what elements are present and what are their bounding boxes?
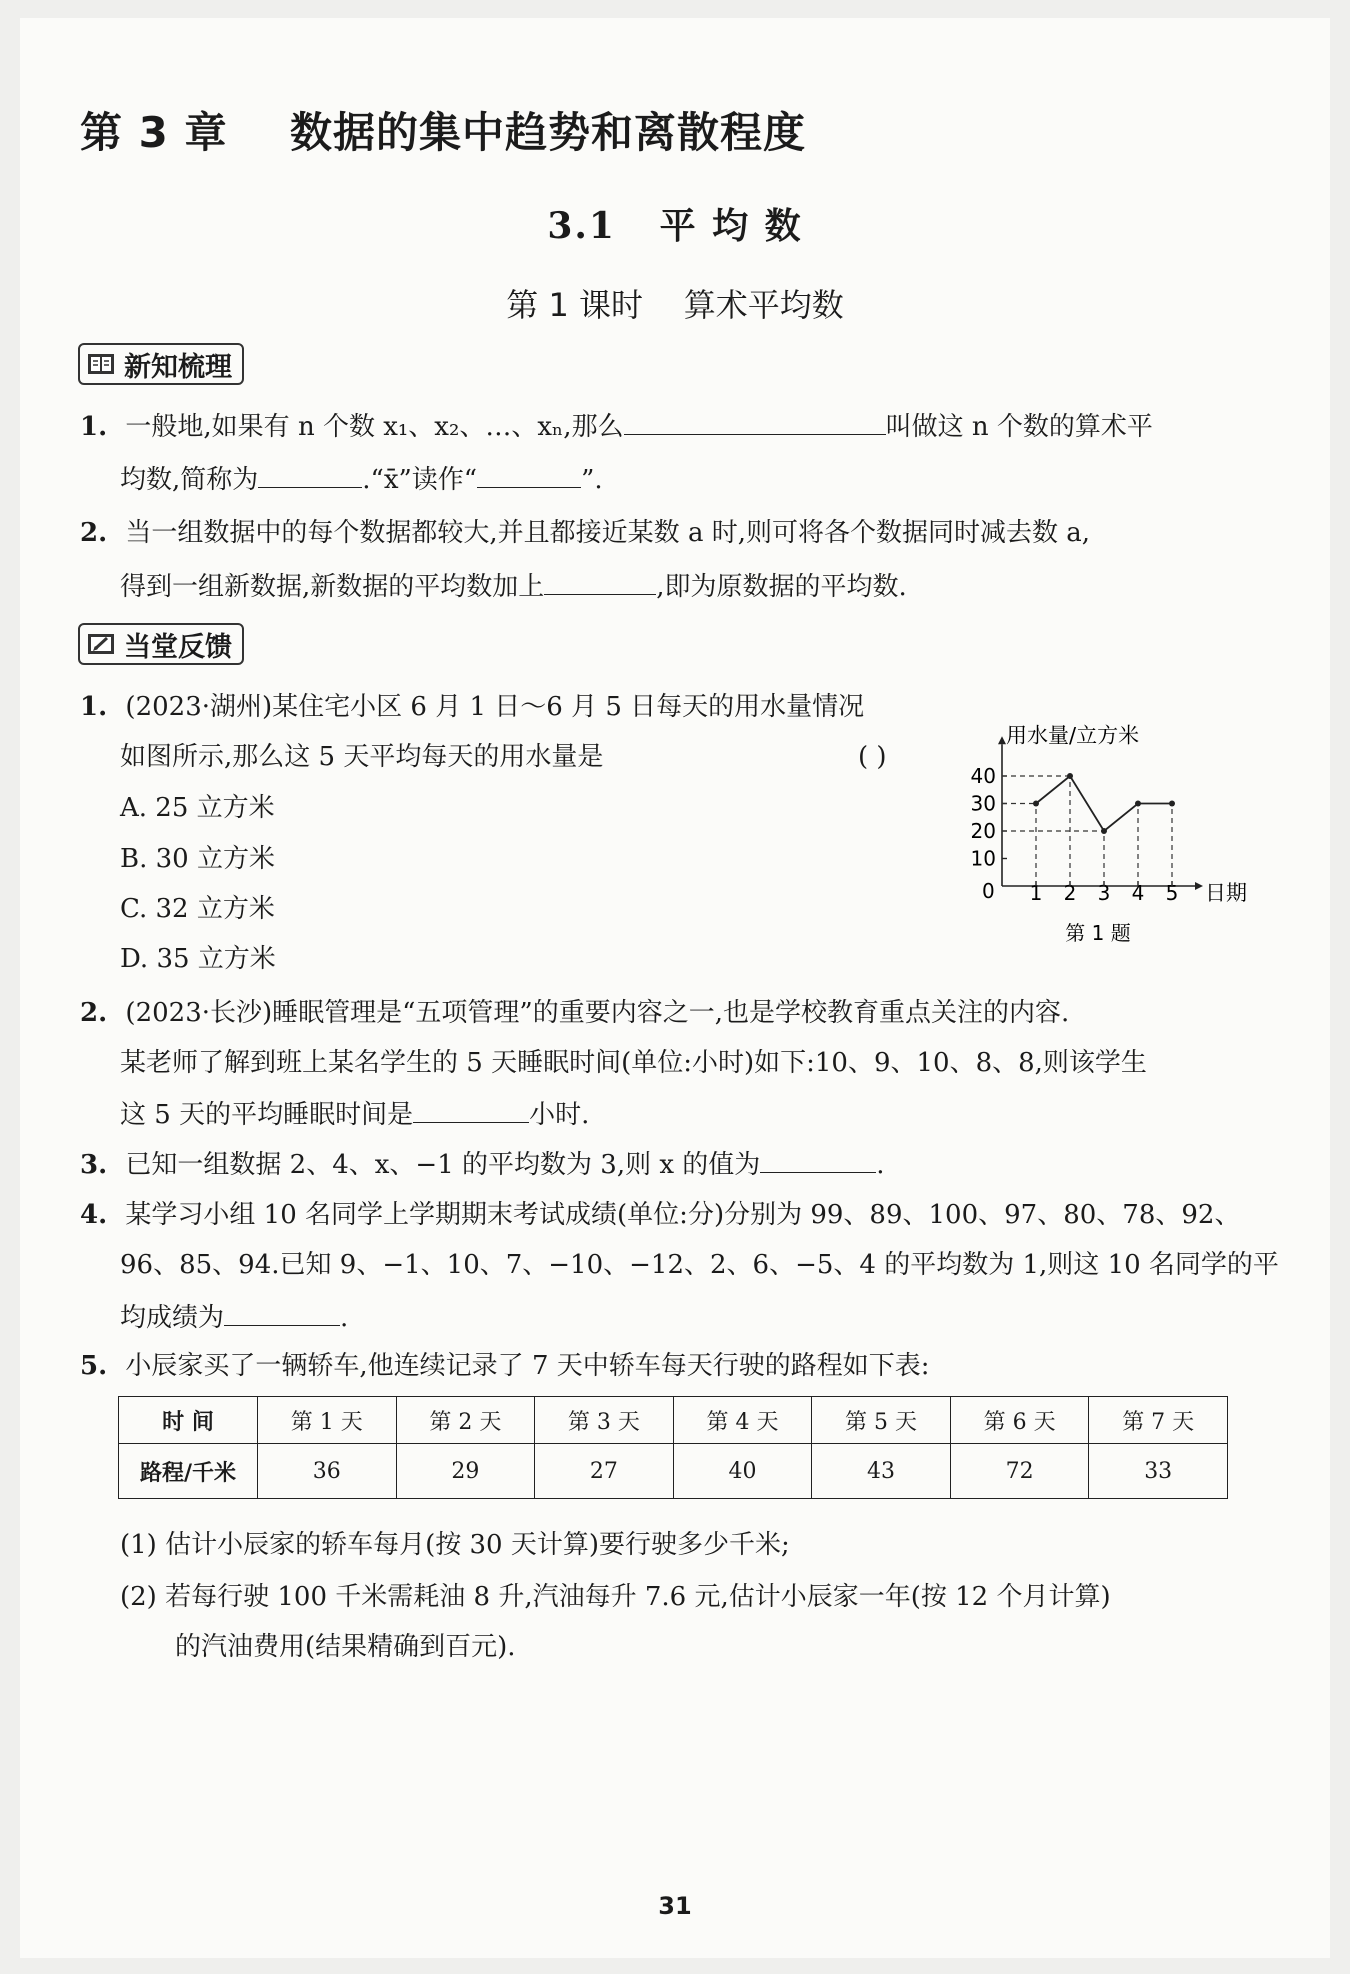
s2-q5-sub2-line1: (2) 若每行驶 100 千米需耗油 8 升,汽油每升 7.6 元,估计小辰家一年(按 12 个月计算) <box>120 1582 1111 1612</box>
s1-q1-line1 <box>80 408 1153 444</box>
x-axis-arrow <box>1195 882 1203 890</box>
y-tick-label: 40 <box>970 764 996 788</box>
s2-q5-sub1: (1) 估计小辰家的轿车每月(按 30 天计算)要行驶多少千米; <box>120 1530 790 1560</box>
question-text: ”. <box>581 465 603 495</box>
data-point <box>1169 801 1175 807</box>
s1-q2-line1 <box>80 516 1090 550</box>
table-cell-distance: 72 <box>950 1444 1089 1499</box>
pencil-notebook-icon <box>86 631 116 657</box>
s1-q1-line2 <box>120 461 603 497</box>
x-tick-label: 3 <box>1097 881 1111 905</box>
answer-paren[interactable]: ( ) <box>858 742 887 772</box>
workbook-page <box>20 18 1330 1958</box>
data-point <box>1135 801 1141 807</box>
y-tick-label: 10 <box>970 846 996 871</box>
s2-q3 <box>80 1146 885 1182</box>
question-text: 小时. <box>529 1100 590 1130</box>
table-row-time <box>119 1397 1228 1444</box>
s2-q4-line3 <box>120 1299 348 1335</box>
y-axis-label: 用水量/立方米 <box>1006 723 1140 748</box>
x-axis-label: 日期 <box>1205 881 1247 905</box>
origin-label: 0 <box>982 879 995 903</box>
s1-q2-line2 <box>120 568 907 604</box>
s2-q4-line1 <box>80 1198 1240 1232</box>
table-row-distance <box>119 1444 1228 1499</box>
s2-q1-line2 <box>120 740 603 774</box>
answer-blank[interactable] <box>760 1146 876 1173</box>
question-text: 均成绩为 <box>120 1303 225 1333</box>
question-text: 得到一组新数据,新数据的平均数加上 <box>120 572 545 602</box>
s2-q2-line1 <box>80 996 1069 1030</box>
table-cell-day: 第 4 天 <box>673 1397 812 1444</box>
question-number: 2. <box>80 518 108 548</box>
question-text: 小辰家买了一辆轿车,他连续记录了 7 天中轿车每天行驶的路程如下表: <box>125 1351 930 1381</box>
table-cell-day: 第 2 天 <box>396 1397 535 1444</box>
s2-q5-sub2-line2: 的汽油费用(结果精确到百元). <box>175 1632 516 1662</box>
table-cell-distance: 43 <box>812 1444 951 1499</box>
y-tick-label: 20 <box>970 819 996 843</box>
chart-caption: 第 1 题 <box>1065 921 1131 945</box>
question-text: 叫做这 n 个数的算术平 <box>885 412 1153 442</box>
s2-q1-line1 <box>80 690 864 724</box>
answer-blank[interactable] <box>258 461 362 488</box>
option-c[interactable]: C. 32 立方米 <box>120 894 275 924</box>
question-text: . <box>876 1150 885 1180</box>
lesson-title: 第 1 课时 算术平均数 <box>506 286 844 324</box>
x-tick-label: 4 <box>1131 881 1145 905</box>
table-cell-day: 第 5 天 <box>812 1397 951 1444</box>
x-tick-label: 5 <box>1165 881 1179 905</box>
question-text: 已知一组数据 2、4、x、−1 的平均数为 3,则 x 的值为 <box>125 1150 761 1180</box>
question-text: 这 5 天的平均睡眠时间是 <box>120 1100 414 1130</box>
chapter-title: 第 3 章 数据的集中趋势和离散程度 <box>80 108 806 157</box>
question-text: 如图所示,那么这 5 天平均每天的用水量是 <box>120 742 604 772</box>
s2-q4-line2: 96、85、94.已知 9、−1、10、7、−10、−12、2、6、−5、4 的平均数为 1,则这 10 名同学的平 <box>120 1250 1279 1280</box>
answer-blank[interactable] <box>544 568 656 595</box>
table-row-label: 路程/千米 <box>119 1444 258 1499</box>
x-tick-label: 2 <box>1063 881 1077 905</box>
section-heading-new-knowledge <box>78 343 244 385</box>
s2-q2-line2: 某老师了解到班上某名学生的 5 天睡眠时间(单位:小时)如下:10、9、10、8、8,则该学生 <box>120 1048 1147 1078</box>
question-number: 1. <box>80 412 108 442</box>
table-cell-day: 第 1 天 <box>258 1397 397 1444</box>
answer-blank[interactable] <box>624 408 886 435</box>
water-usage-chart <box>950 686 1250 956</box>
series-line <box>1036 776 1172 831</box>
table-cell-distance: 36 <box>258 1444 397 1499</box>
section-heading-feedback <box>78 623 244 665</box>
option-a[interactable]: A. 25 立方米 <box>120 793 275 823</box>
x-tick-label: 1 <box>1029 881 1043 905</box>
question-text: . <box>340 1303 349 1333</box>
data-point <box>1101 828 1107 834</box>
s2-q2-line3 <box>120 1096 589 1132</box>
question-number: 3. <box>80 1150 108 1180</box>
table-row-label: 时 间 <box>119 1397 258 1444</box>
section-title: 3.1 平 均 数 <box>547 205 803 247</box>
question-text: (2023·长沙)睡眠管理是“五项管理”的重要内容之一,也是学校教育重点关注的内容. <box>125 998 1070 1028</box>
answer-blank[interactable] <box>477 461 581 488</box>
question-number: 2. <box>80 998 108 1028</box>
answer-blank[interactable] <box>224 1299 340 1326</box>
table-cell-distance: 33 <box>1089 1444 1228 1499</box>
option-d[interactable]: D. 35 立方米 <box>120 944 276 974</box>
section-heading-label: 新知梳理 <box>124 351 232 383</box>
question-number: 1. <box>80 692 108 722</box>
question-text: ,即为原数据的平均数. <box>656 572 907 602</box>
question-text: 均数,简称为 <box>120 465 259 495</box>
table-cell-distance: 40 <box>673 1444 812 1499</box>
table-cell-day: 第 7 天 <box>1089 1397 1228 1444</box>
table-cell-distance: 27 <box>535 1444 674 1499</box>
table-cell-day: 第 3 天 <box>535 1397 674 1444</box>
section-heading-label: 当堂反馈 <box>124 631 232 663</box>
distance-table <box>118 1396 1228 1499</box>
y-axis-arrow <box>998 736 1006 744</box>
table-cell-distance: 29 <box>396 1444 535 1499</box>
question-number: 5. <box>80 1351 108 1381</box>
data-point <box>1067 773 1073 779</box>
question-text: 某学习小组 10 名同学上学期期末考试成绩(单位:分)分别为 99、89、100、97、80、78、92、 <box>125 1200 1241 1230</box>
table-cell-day: 第 6 天 <box>950 1397 1089 1444</box>
option-b[interactable]: B. 30 立方米 <box>120 844 275 874</box>
question-text: 当一组数据中的每个数据都较大,并且都接近某数 a 时,则可将各个数据同时减去数 a, <box>125 518 1091 548</box>
question-text: .“x̄”读作“ <box>362 465 478 495</box>
answer-blank[interactable] <box>413 1096 529 1123</box>
s2-q5-intro <box>80 1349 930 1383</box>
page-number: 31 <box>658 1892 692 1920</box>
y-tick-label: 30 <box>970 791 996 816</box>
question-text: 一般地,如果有 n 个数 x₁、x₂、…、xₙ,那么 <box>125 412 624 442</box>
data-point <box>1033 801 1039 807</box>
book-icon <box>86 351 116 377</box>
question-text: (2023·湖州)某住宅小区 6 月 1 日～6 月 5 日每天的用水量情况 <box>125 692 865 722</box>
question-number: 4. <box>80 1200 108 1230</box>
